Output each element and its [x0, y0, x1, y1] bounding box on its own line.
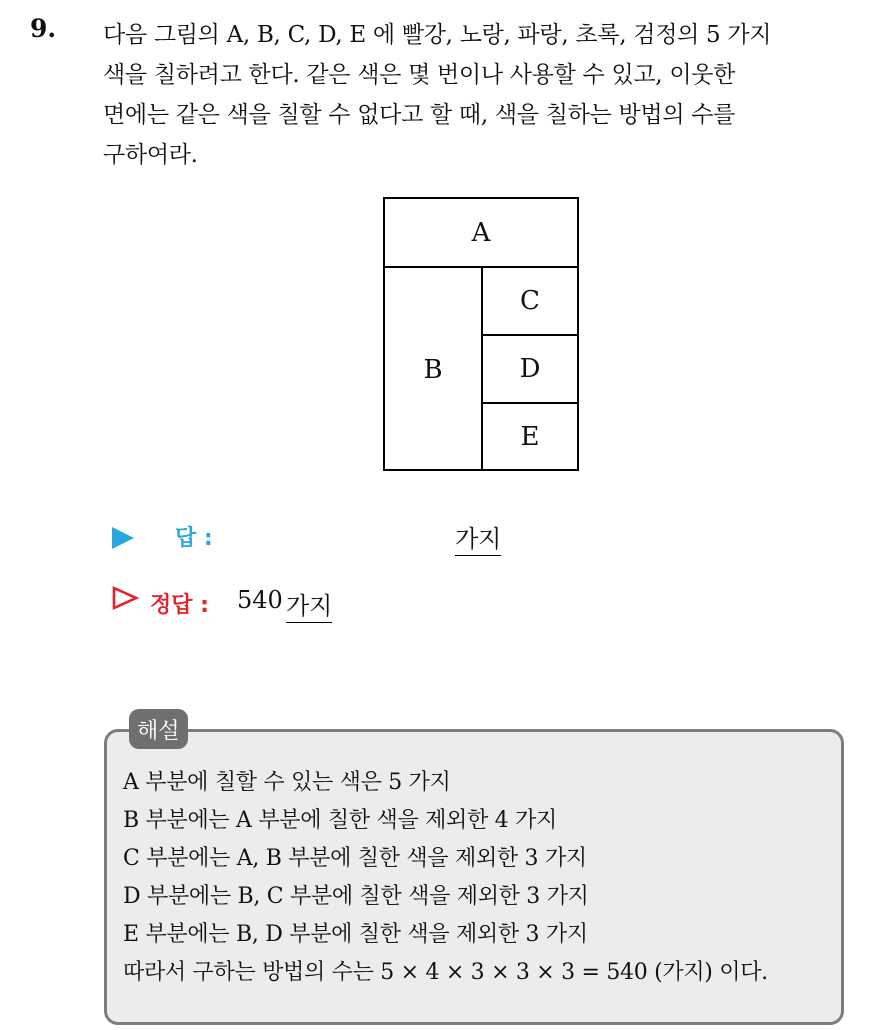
- answer-label: 답 :: [175, 526, 213, 551]
- solution-line: 따라서 구하는 방법의 수는 5 × 4 × 3 × 3 × 3 = 540 (가지) 이다.: [123, 960, 768, 985]
- region-a-label: A: [471, 217, 491, 248]
- region-a: [385, 199, 577, 268]
- solution-line: B 부분에는 A 부분에 칠한 색을 제외한 4 가지: [123, 808, 557, 833]
- question-line: 구하여라.: [103, 142, 198, 168]
- solution-line: D 부분에는 B, C 부분에 칠한 색을 제외한 3 가지: [123, 884, 589, 909]
- solution-line: C 부분에는 A, B 부분에 칠한 색을 제외한 3 가지: [123, 846, 587, 871]
- correct-unit: 가지: [286, 586, 332, 623]
- question-number: 9.: [30, 14, 57, 43]
- question-line: 다음 그림의 A, B, C, D, E 에 빨강, 노랑, 파랑, 초록, 검정의 5 가지: [103, 22, 772, 48]
- correct-value: 540: [237, 586, 283, 614]
- region-b: [385, 268, 483, 471]
- question-line: 면에는 같은 색을 칠할 수 없다고 할 때, 색을 칠하는 방법의 수를: [103, 102, 736, 128]
- region-e: [483, 404, 577, 469]
- answer-arrow-icon: [112, 527, 134, 549]
- question-line: 색을 칠하려고 한다. 같은 색은 몇 번이나 사용할 수 있고, 이웃한: [103, 62, 736, 88]
- region-e-label: E: [520, 421, 540, 452]
- region-c: [483, 268, 577, 336]
- solution-line: E 부분에는 B, D 부분에 칠한 색을 제외한 3 가지: [123, 922, 588, 947]
- region-b-label: B: [423, 354, 443, 385]
- region-c-label: C: [520, 286, 540, 316]
- region-d-label: D: [519, 354, 541, 384]
- solution-tag: 해설: [129, 709, 188, 749]
- region-d: [483, 336, 577, 404]
- solution-line: A 부분에 칠할 수 있는 색은 5 가지: [123, 770, 451, 795]
- correct-label: 정답 :: [150, 593, 209, 618]
- region-diagram: [383, 197, 579, 471]
- answer-unit: 가지: [455, 519, 501, 556]
- correct-arrow-icon: [111, 585, 139, 611]
